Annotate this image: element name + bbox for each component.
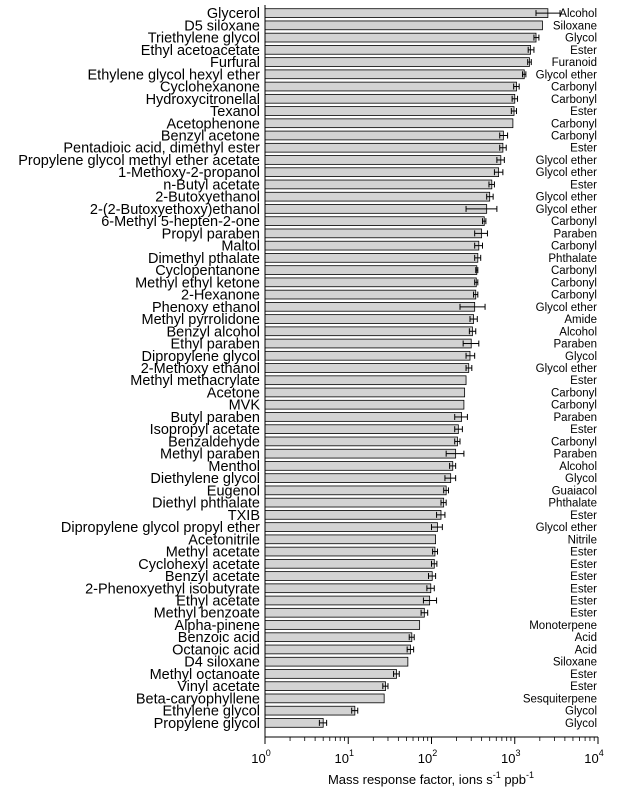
class-label-22: Carbonyl [550, 277, 597, 290]
category-label-21: Cyclopentanone [155, 263, 260, 280]
bar-43 [265, 535, 436, 544]
class-label-10: Carbonyl [550, 130, 597, 143]
bar-3 [265, 45, 531, 54]
class-label-32: Carbonyl [550, 399, 597, 412]
bar-47 [265, 584, 431, 593]
class-label-8: Ester [570, 106, 597, 119]
bar-39 [265, 486, 446, 495]
class-label-43: Nitrile [567, 534, 597, 547]
bar-13 [265, 168, 499, 177]
bar-23 [265, 290, 476, 299]
class-label-35: Carbonyl [550, 436, 597, 449]
class-label-30: Ester [570, 375, 597, 388]
bar-18 [265, 229, 482, 238]
bar-55 [265, 682, 385, 691]
x-axis-label-text: Mass response factor, ions s [327, 772, 493, 787]
class-labels-layer [523, 8, 597, 730]
class-label-6: Carbonyl [550, 81, 597, 94]
class-label-52: Acid [574, 644, 597, 657]
category-label-29: 2-Methoxy ethanol [140, 361, 260, 377]
bar-53 [265, 657, 408, 666]
category-label-22: Methyl ethyl ketone [135, 275, 260, 292]
category-label-7: Hydroxycitronellal [145, 91, 260, 108]
bar-35 [265, 437, 457, 446]
class-label-38: Glycol [565, 473, 597, 486]
category-label-17: 6-Methyl 5-hepten-2-one [101, 214, 260, 231]
bars-layer [265, 9, 548, 728]
class-label-50: Monoterpene [529, 619, 597, 632]
class-label-39: Guaiacol [551, 485, 597, 498]
category-label-32: MVK [228, 397, 260, 414]
class-label-33: Paraben [553, 411, 597, 424]
class-label-17: Carbonyl [550, 216, 597, 229]
category-label-25: Methyl pyrrolidone [141, 312, 260, 329]
bar-29 [265, 364, 469, 373]
category-label-56: Beta-caryophyllene [135, 691, 260, 708]
class-label-5: Glycol ether [535, 69, 597, 82]
bar-48 [265, 596, 430, 605]
bar-32 [265, 400, 464, 409]
category-label-31: Acetone [206, 385, 260, 402]
category-label-15: 2-Butoxyethanol [155, 189, 260, 206]
bar-49 [265, 608, 424, 617]
category-label-14: n-Butyl acetate [163, 177, 260, 194]
class-label-15: Glycol ether [535, 191, 597, 204]
bar-52 [265, 645, 411, 654]
category-label-6: Cyclohexanone [160, 79, 260, 96]
class-label-19: Carbonyl [550, 240, 597, 253]
category-label-20: Dimethyl pthalate [147, 250, 260, 267]
category-label-42: Dipropylene glycol propyl ether [60, 520, 260, 537]
bar-2 [265, 33, 536, 42]
bar-10 [265, 131, 503, 140]
class-label-49: Ester [570, 607, 597, 620]
class-label-24: Glycol ether [535, 301, 597, 314]
class-label-13: Glycol ether [535, 167, 597, 180]
bar-8 [265, 107, 514, 116]
category-label-16: 2-(2-Butoxyethoxy)ethanol [89, 201, 260, 218]
category-label-57: Ethylene glycol [162, 703, 260, 720]
category-label-35: Benzaldehyde [168, 434, 260, 451]
class-label-45: Ester [570, 558, 597, 571]
x-axis-label-unit: ppb [500, 772, 527, 787]
category-label-19: Maltol [221, 238, 260, 255]
bar-16 [265, 205, 487, 214]
class-label-51: Acid [574, 632, 597, 645]
category-label-36: Methyl paraben [160, 446, 260, 463]
bar-22 [265, 278, 476, 287]
bar-4 [265, 58, 529, 67]
bar-30 [265, 376, 466, 385]
category-label-5: Ethylene glycol hexyl ether [87, 67, 260, 84]
category-label-41: TXIB [227, 507, 260, 524]
bar-26 [265, 327, 472, 336]
category-label-24: Phenoxy ethanol [151, 299, 260, 316]
class-label-9: Carbonyl [550, 118, 597, 131]
bar-5 [265, 70, 524, 79]
class-label-53: Siloxane [552, 656, 597, 669]
class-label-0: Alcohol [559, 8, 597, 21]
bar-51 [265, 633, 412, 642]
bar-36 [265, 449, 456, 458]
category-label-4: Furfural [210, 55, 260, 72]
category-label-58: Propylene glycol [153, 715, 260, 732]
category-label-55: Vinyl acetate [177, 679, 260, 696]
bar-56 [265, 694, 384, 703]
x-axis-label-exponent-2: -1 [526, 770, 535, 780]
class-label-18: Paraben [553, 228, 597, 241]
class-label-37: Alcohol [559, 460, 597, 473]
class-label-48: Ester [570, 595, 597, 608]
class-label-26: Alcohol [559, 326, 597, 339]
class-label-42: Glycol ether [535, 522, 597, 535]
class-label-56: Sesquiterpene [522, 693, 597, 706]
bar-33 [265, 413, 462, 422]
class-label-14: Ester [570, 179, 597, 192]
category-label-26: Benzyl alcohol [166, 324, 260, 341]
category-label-0: Glycerol [206, 6, 260, 23]
class-label-36: Paraben [553, 448, 597, 461]
bar-21 [265, 266, 477, 275]
bar-31 [265, 388, 465, 397]
class-label-31: Carbonyl [550, 387, 597, 400]
bar-46 [265, 572, 432, 581]
class-label-57: Glycol [565, 705, 597, 718]
category-label-50: Alpha-pinene [174, 617, 260, 634]
bar-27 [265, 339, 471, 348]
category-label-30: Methyl methacrylate [130, 373, 260, 390]
category-label-33: Butyl paraben [170, 409, 260, 426]
category-label-11: Pentadioic acid, dimethyl ester [63, 140, 260, 157]
x-tick-label-3: $10^3$ [501, 748, 521, 766]
bar-40 [265, 498, 444, 507]
bar-15 [265, 192, 490, 201]
class-label-44: Ester [570, 546, 597, 559]
category-label-1: D5 siloxane [184, 18, 260, 35]
bar-11 [265, 143, 503, 152]
category-label-47: 2-Phenoxyethyl isobutyrate [85, 581, 260, 598]
category-label-46: Benzyl acetate [164, 569, 260, 586]
class-label-47: Ester [570, 583, 597, 596]
category-label-44: Methyl acetate [165, 544, 260, 561]
class-label-2: Glycol [565, 32, 597, 45]
category-label-2: Triethylene glycol [147, 30, 260, 47]
class-label-41: Ester [570, 509, 597, 522]
category-label-8: Texanol [210, 104, 260, 121]
class-label-40: Phthalate [548, 497, 597, 510]
category-label-12: Propylene glycol methyl ether acetate [18, 152, 260, 169]
bar-45 [265, 559, 434, 568]
bar-44 [265, 547, 435, 556]
category-label-45: Cyclohexyl acetate [138, 556, 260, 573]
bar-54 [265, 670, 397, 679]
x-axis-label [328, 770, 534, 787]
x-tick-label-0: $10^0$ [251, 748, 271, 766]
bar-17 [265, 217, 484, 226]
category-label-51: Benzoic acid [177, 630, 260, 647]
category-label-38: Diethylene glycol [150, 471, 260, 488]
category-label-53: D4 siloxane [184, 654, 260, 671]
category-label-39: Eugenol [206, 483, 260, 500]
bar-38 [265, 474, 451, 483]
bar-57 [265, 706, 355, 715]
class-label-27: Paraben [553, 338, 597, 351]
x-tick-label-4: $10^4$ [584, 748, 604, 766]
category-label-28: Dipropylene glycol [141, 348, 260, 365]
bar-1 [265, 21, 542, 30]
bar-0 [265, 9, 548, 18]
category-label-10: Benzyl acetone [160, 128, 260, 145]
bar-20 [265, 253, 478, 262]
class-label-55: Ester [570, 681, 597, 694]
category-label-37: Menthol [208, 458, 260, 475]
category-label-52: Octanoic acid [172, 642, 260, 659]
category-label-27: Ethyl paraben [170, 336, 260, 353]
bar-42 [265, 523, 437, 532]
class-label-20: Phthalate [548, 252, 597, 265]
class-label-25: Amide [564, 314, 597, 327]
class-label-34: Ester [570, 424, 597, 437]
class-label-58: Glycol [565, 717, 597, 730]
bar-41 [265, 510, 441, 519]
class-label-1: Siloxane [552, 20, 597, 33]
class-label-29: Glycol ether [535, 363, 597, 375]
class-label-12: Glycol ether [535, 154, 597, 167]
bar-50 [265, 621, 420, 630]
category-labels-layer [18, 6, 260, 732]
category-label-34: Isopropyl acetate [149, 422, 260, 439]
class-label-21: Carbonyl [550, 265, 597, 278]
bar-24 [265, 302, 475, 311]
category-label-54: Methyl octanoate [149, 666, 260, 683]
class-label-3: Ester [570, 44, 597, 57]
bar-28 [265, 351, 470, 360]
bar-25 [265, 315, 474, 324]
class-label-23: Carbonyl [550, 289, 597, 302]
bar-7 [265, 94, 515, 103]
class-label-46: Ester [570, 571, 597, 584]
bar-34 [265, 425, 458, 434]
category-label-48: Ethyl acetate [176, 593, 260, 610]
category-label-13: 1-Methoxy-2-propanol [118, 165, 260, 182]
category-label-40: Diethyl phthalate [151, 495, 260, 512]
category-label-18: Propyl paraben [161, 226, 260, 243]
class-label-4: Furanoid [551, 57, 597, 70]
class-label-54: Ester [570, 668, 597, 681]
category-label-23: 2-Hexanone [181, 287, 260, 304]
bar-19 [265, 241, 479, 250]
bar-14 [265, 180, 492, 189]
bar-37 [265, 461, 453, 470]
category-label-9: Acetophenone [166, 116, 260, 133]
class-label-16: Glycol ether [535, 203, 597, 216]
bar-12 [265, 156, 501, 165]
class-label-11: Ester [570, 142, 597, 155]
x-tick-label-1: $10^1$ [334, 748, 354, 766]
category-label-3: Ethyl acetoacetate [140, 42, 260, 59]
x-axis-label-exponent-1: -1 [492, 770, 501, 780]
category-label-43: Acetonitrile [188, 532, 260, 549]
bar-58 [265, 718, 323, 727]
category-label-49: Methyl benzoate [153, 605, 260, 622]
bar-6 [265, 82, 517, 91]
class-label-28: Glycol [565, 350, 597, 363]
bar-9 [265, 119, 513, 128]
class-label-7: Carbonyl [550, 93, 597, 106]
x-tick-label-2: $10^2$ [417, 748, 438, 766]
